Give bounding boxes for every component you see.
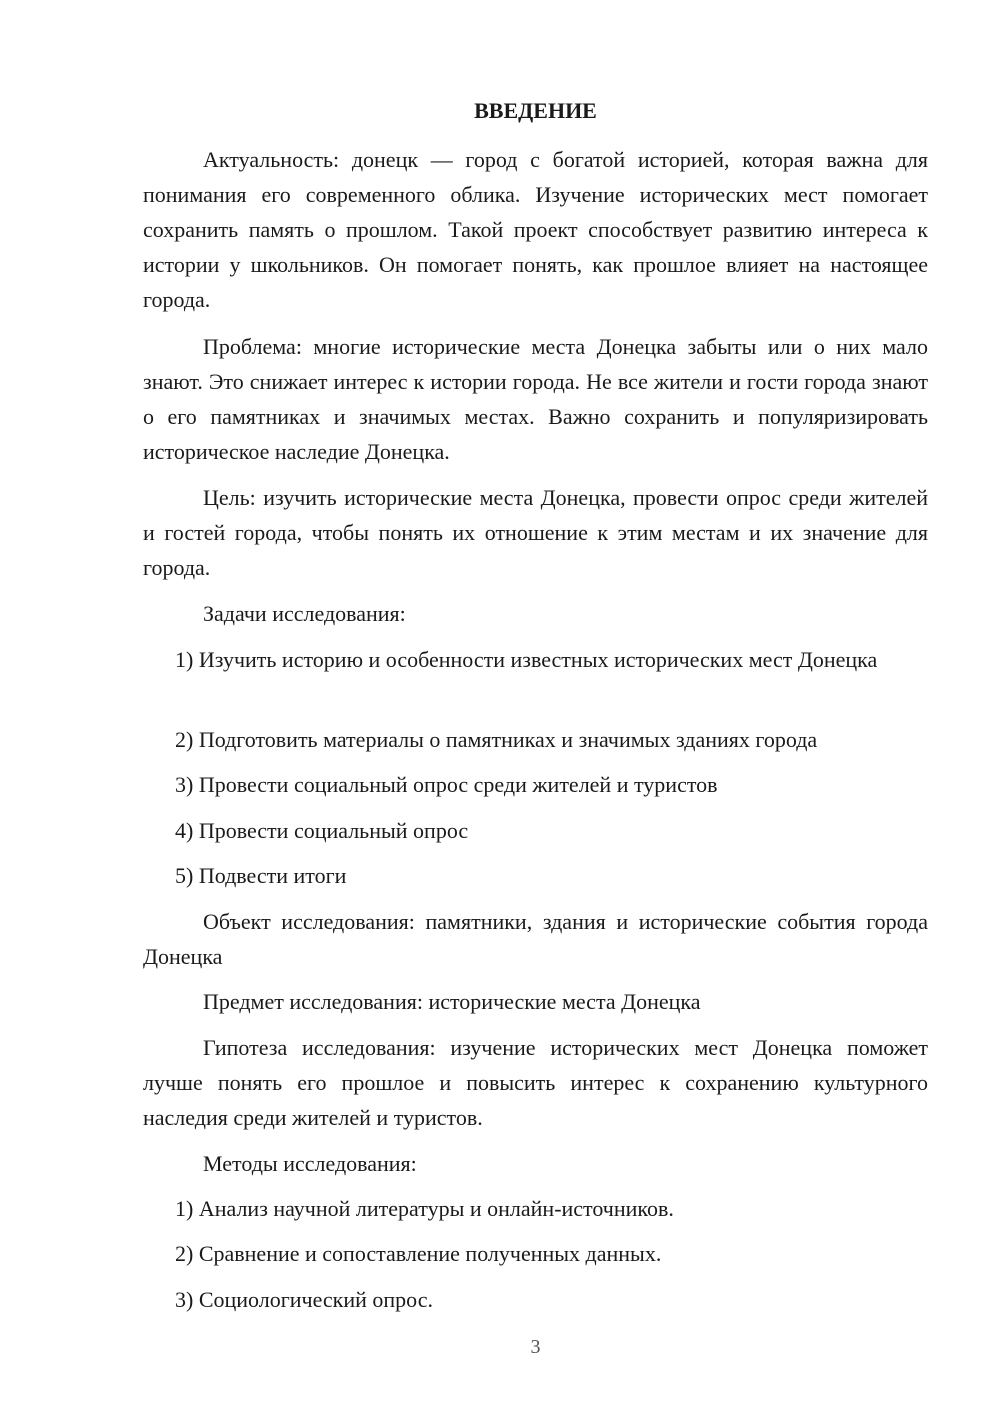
document-page — [143, 0, 928, 1414]
task-item: 3) Провести социальный опрос среди жителей и туристов — [175, 772, 718, 797]
hypothesis-paragraph: Гипотеза исследования: изучение исторических мест Донецка поможет лучше понять его прошлое и повысить интерес к сохранению культурного наследия среди жителей и туристов. — [143, 1035, 928, 1130]
method-item: 2) Сравнение и сопоставление полученных данных. — [175, 1241, 662, 1266]
methods-heading: Методы исследования: — [203, 1151, 417, 1176]
tasks-heading: Задачи исследования: — [203, 601, 406, 626]
problem-paragraph: Проблема: многие исторические места Донецка забыты или о них мало знают. Это снижает интерес к истории города. Не все жители и гости города знают о его памятниках и значимых местах. Важно сохранить и популяризировать историческое наследие Донецка. — [143, 334, 928, 464]
section-title: ВВЕДЕНИЕ — [474, 98, 597, 123]
relevance-paragraph: Актуальность: донецк — город с богатой историей, которая важна для понимания его современного облика. Изучение исторических мест помогает сохранить память о прошлом. Такой проект способствует развитию интереса к истории у школьников. Он помогает понять, как прошлое влияет на настоящее города. — [143, 147, 928, 312]
subject-paragraph: Предмет исследования: исторические места Донецка — [203, 989, 701, 1014]
task-item: 4) Провести социальный опрос — [175, 818, 469, 843]
goal-paragraph: Цель: изучить исторические места Донецка, провести опрос среди жителей и гостей города, чтобы понять их отношение к этим местам и их значение для города. — [143, 485, 928, 580]
method-item: 1) Анализ научной литературы и онлайн-источников. — [175, 1196, 674, 1221]
method-item: 3) Социологический опрос. — [175, 1287, 433, 1312]
page-number: 3 — [530, 1336, 541, 1358]
object-paragraph: Объект исследования: памятники, здания и исторические события города Донецка — [143, 909, 928, 969]
task-item: 5) Подвести итоги — [175, 863, 347, 888]
task-item: 2) Подготовить материалы о памятниках и значимых зданиях города — [175, 727, 818, 752]
task-item: 1) Изучить историю и особенности известных исторических мест Донецка — [175, 647, 878, 672]
